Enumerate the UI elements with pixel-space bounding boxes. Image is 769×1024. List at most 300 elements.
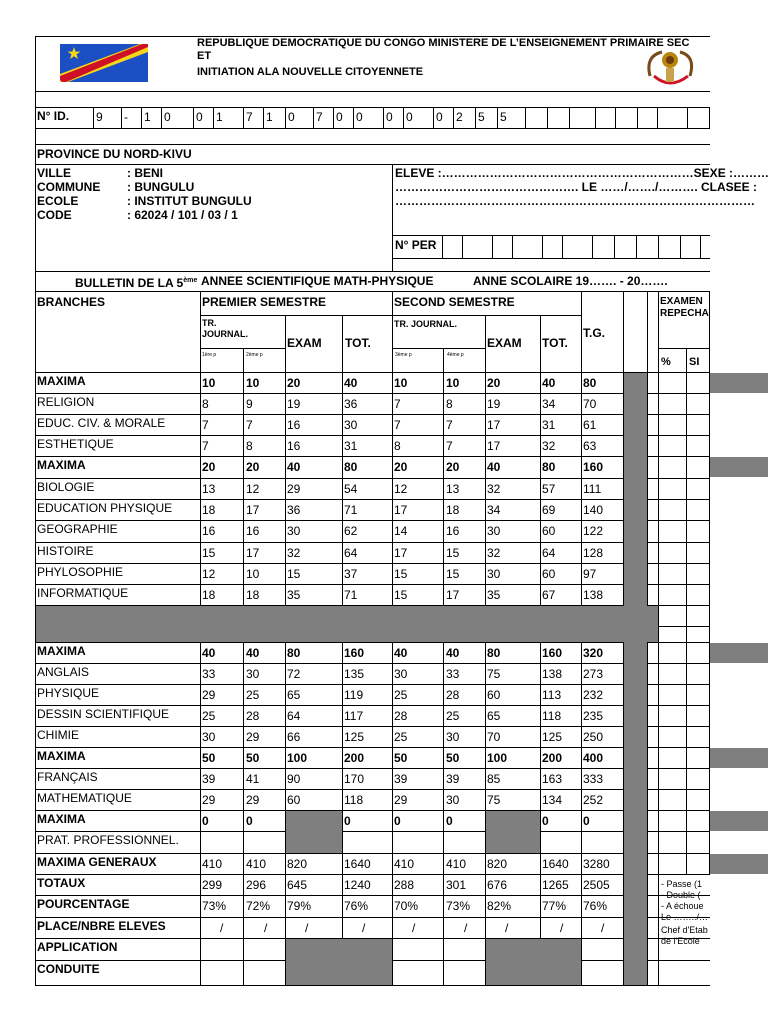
- grade-cell: 25: [394, 688, 408, 702]
- grade-cell: 30: [446, 730, 460, 744]
- grade-cell: 17: [487, 439, 501, 453]
- grade-cell: 40: [202, 646, 216, 660]
- grade-cell: 65: [487, 709, 501, 723]
- grade-cell: 7: [246, 418, 253, 432]
- gray-bar: [710, 811, 768, 831]
- grade-cell: 320: [583, 646, 604, 660]
- grade-cell: 12: [394, 482, 408, 496]
- grade-cell: 80: [287, 646, 301, 660]
- student-line-2: ………………………………………. LE ……/……./………. CLASEE :: [395, 180, 758, 194]
- gray-bar: [710, 748, 768, 768]
- grade-cell: 33: [446, 667, 460, 681]
- grade-cell: 8: [394, 439, 401, 453]
- branch-name: RELIGION: [37, 395, 95, 409]
- grade-cell: 17: [246, 546, 260, 560]
- sem1-header: PREMIER SEMESTRE: [202, 295, 327, 309]
- grade-cell: 28: [246, 709, 260, 723]
- grade-cell: 10: [246, 376, 260, 390]
- branches-header: BRANCHES: [37, 295, 106, 309]
- grade-cell: 66: [287, 730, 301, 744]
- grade-cell: /: [464, 921, 468, 935]
- grade-cell: /: [362, 921, 366, 935]
- gray-bar: [710, 373, 768, 393]
- grade-cell: 30: [487, 567, 501, 581]
- grade-cell: 100: [487, 751, 508, 765]
- grade-cell: /: [412, 921, 416, 935]
- grade-cell: 10: [446, 376, 460, 390]
- tot-2-header: TOT.: [542, 336, 568, 350]
- grade-cell: 160: [542, 646, 563, 660]
- grade-cell: 70: [487, 730, 501, 744]
- grade-cell: 19: [487, 397, 501, 411]
- grade-cell: 29: [202, 688, 216, 702]
- grade-cell: 15: [287, 567, 301, 581]
- si-header: SI: [689, 356, 700, 368]
- grade-cell: 18: [246, 588, 260, 602]
- gray-column: [624, 373, 647, 985]
- grade-cell: 122: [583, 524, 604, 538]
- grade-cell: 117: [344, 709, 364, 723]
- grade-cell: 80: [583, 376, 597, 390]
- grade-cell: 36: [344, 397, 358, 411]
- grade-cell: 40: [287, 460, 301, 474]
- grade-cell: 50: [202, 751, 216, 765]
- grade-cell: 100: [287, 751, 308, 765]
- grade-cell: 0: [246, 814, 253, 828]
- grade-cell: 2505: [583, 878, 610, 892]
- grade-cell: 820: [487, 857, 508, 871]
- grade-cell: 0: [344, 814, 351, 828]
- branch-name: PLACE/NBRE ELEVES: [37, 919, 166, 933]
- grade-cell: 410: [202, 857, 223, 871]
- grade-cell: 7: [446, 439, 453, 453]
- grade-cell: 676: [487, 878, 508, 892]
- gray-block: [486, 811, 540, 853]
- grade-cell: 10: [202, 376, 216, 390]
- branch-name: EDUC. CIV. & MORALE: [37, 416, 166, 430]
- id-digit: 0: [436, 110, 443, 124]
- grade-cell: 16: [202, 524, 216, 538]
- grade-cell: 1265: [542, 878, 569, 892]
- grade-cell: 28: [446, 688, 460, 702]
- grade-cell: 138: [583, 588, 604, 602]
- grade-cell: /: [305, 921, 309, 935]
- grade-cell: 30: [246, 667, 260, 681]
- period-4: 4ème p: [447, 352, 464, 358]
- branch-name: CONDUITE: [37, 962, 100, 976]
- id-digit: 5: [478, 110, 485, 124]
- code-value: : 62024 / 101 / 03 / 1: [127, 208, 238, 222]
- id-digit: 1: [216, 110, 223, 124]
- grade-cell: 25: [394, 730, 408, 744]
- grade-cell: 296: [246, 878, 267, 892]
- grade-cell: 30: [202, 730, 216, 744]
- grade-cell: 9: [246, 397, 253, 411]
- grade-cell: 73%: [446, 899, 471, 913]
- grade-cell: 30: [287, 524, 301, 538]
- grade-cell: 645: [287, 878, 308, 892]
- grade-cell: 80: [487, 646, 501, 660]
- grade-cell: 3280: [583, 857, 610, 871]
- grade-cell: 301: [446, 878, 467, 892]
- grade-cell: 125: [542, 730, 563, 744]
- grade-cell: 20: [487, 376, 501, 390]
- grade-cell: 138: [542, 667, 563, 681]
- grade-cell: 33: [202, 667, 216, 681]
- grade-cell: 20: [394, 460, 408, 474]
- gray-block: [486, 939, 581, 985]
- grade-cell: 19: [287, 397, 301, 411]
- branch-name: MAXIMA GENERAUX: [37, 855, 157, 869]
- tr-journal-2: TR. JOURNAL.: [394, 319, 457, 329]
- grade-cell: 65: [287, 688, 301, 702]
- grade-cell: 20: [287, 376, 301, 390]
- grade-cell: 39: [446, 772, 460, 786]
- id-digit: 2: [456, 110, 463, 124]
- grade-cell: 31: [344, 439, 358, 453]
- grade-cell: 15: [446, 546, 460, 560]
- grade-cell: 32: [287, 546, 301, 560]
- id-digit: 0: [164, 110, 171, 124]
- ville-value: : BENI: [127, 166, 163, 180]
- grade-cell: 160: [344, 646, 365, 660]
- grade-cell: 39: [394, 772, 408, 786]
- grade-cell: 113: [542, 688, 562, 702]
- grade-cell: 29: [246, 793, 260, 807]
- legend-passe: - Passe (1: [661, 879, 703, 889]
- province: PROVINCE DU NORD-KIVU: [37, 147, 192, 161]
- branch-name: CHIMIE: [37, 728, 79, 742]
- grade-cell: 29: [287, 482, 301, 496]
- grade-cell: 75: [487, 667, 501, 681]
- grade-cell: 8: [246, 439, 253, 453]
- grade-cell: 67: [542, 588, 556, 602]
- grade-cell: 7: [394, 397, 401, 411]
- grade-cell: 20: [446, 460, 460, 474]
- grade-cell: 119: [344, 688, 364, 702]
- grade-cell: 16: [246, 524, 260, 538]
- grade-cell: 128: [583, 546, 604, 560]
- legend-date: Le ……../…: [661, 912, 709, 922]
- grade-cell: 30: [394, 667, 408, 681]
- grade-cell: 76%: [583, 899, 608, 913]
- grade-cell: 15: [202, 546, 216, 560]
- gray-block: [286, 939, 392, 985]
- ecole-value: : INSTITUT BUNGULU: [127, 194, 252, 208]
- grade-cell: 32: [487, 482, 501, 496]
- grade-cell: 20: [202, 460, 216, 474]
- grade-cell: 10: [246, 567, 260, 581]
- id-digit: -: [124, 110, 128, 124]
- grade-cell: 18: [446, 503, 460, 517]
- grade-cell: 820: [287, 857, 308, 871]
- grade-cell: 64: [344, 546, 358, 560]
- branch-name: PHYSIQUE: [37, 686, 100, 700]
- grade-cell: 70%: [394, 899, 419, 913]
- period-1: 1ère p: [202, 352, 217, 358]
- branch-name: MAXIMA: [37, 644, 86, 658]
- branch-name: APPLICATION: [37, 940, 118, 954]
- grade-cell: 0: [583, 814, 590, 828]
- branch-name: FRANÇAIS: [37, 770, 98, 784]
- grade-cell: 80: [542, 460, 556, 474]
- grade-cell: 61: [583, 418, 597, 432]
- grade-cell: 70: [583, 397, 597, 411]
- tr-journal-1: TR. JOURNAL.: [202, 318, 249, 339]
- grade-cell: 30: [344, 418, 358, 432]
- gray-band: [36, 606, 658, 642]
- grade-cell: 7: [202, 418, 209, 432]
- branch-name: TOTAUX: [37, 876, 86, 890]
- grade-cell: 60: [542, 567, 556, 581]
- grade-cell: 16: [287, 418, 301, 432]
- grade-cell: 40: [487, 460, 501, 474]
- tg-header: T.G.: [583, 326, 606, 340]
- gray-bar: [710, 457, 768, 477]
- grade-cell: 31: [542, 418, 556, 432]
- grade-cell: 232: [583, 688, 604, 702]
- grade-cell: 41: [246, 772, 260, 786]
- grade-cell: 200: [344, 751, 365, 765]
- gray-block: [286, 811, 342, 853]
- grade-cell: 72: [287, 667, 301, 681]
- header-citizenship: INITIATION ALA NOUVELLE CITOYENNETE: [197, 66, 424, 78]
- grade-cell: 64: [542, 546, 556, 560]
- grade-cell: 63: [583, 439, 597, 453]
- grade-cell: 32: [542, 439, 556, 453]
- grade-cell: 7: [394, 418, 401, 432]
- grade-cell: 97: [583, 567, 597, 581]
- commune-label: COMMUNE: [37, 180, 101, 194]
- grade-cell: 10: [394, 376, 408, 390]
- branch-name: PHYLOSOPHIE: [37, 565, 124, 579]
- header-et: ET: [197, 50, 212, 62]
- grade-cell: 25: [446, 709, 460, 723]
- grade-cell: 273: [583, 667, 604, 681]
- id-digit: 0: [196, 110, 203, 124]
- examen-header: EXAMEN REPECHA: [660, 296, 709, 319]
- grade-cell: 50: [446, 751, 460, 765]
- grade-cell: 18: [202, 588, 216, 602]
- grade-cell: 71: [344, 503, 358, 517]
- grade-cell: 410: [394, 857, 415, 871]
- grade-cell: 60: [487, 688, 501, 702]
- grade-cell: 7: [446, 418, 453, 432]
- branch-name: HISTOIRE: [37, 544, 94, 558]
- grade-cell: 16: [287, 439, 301, 453]
- grade-cell: 79%: [287, 899, 312, 913]
- grade-cell: 15: [394, 567, 408, 581]
- grade-cell: 333: [583, 772, 604, 786]
- grade-cell: 39: [202, 772, 216, 786]
- grade-cell: 410: [446, 857, 467, 871]
- grade-cell: 8: [202, 397, 209, 411]
- grade-cell: 400: [583, 751, 604, 765]
- grade-cell: 17: [487, 418, 501, 432]
- commune-value: : BUNGULU: [127, 180, 195, 194]
- grade-cell: 34: [487, 503, 501, 517]
- id-digit: 9: [96, 110, 103, 124]
- id-digit: 0: [386, 110, 393, 124]
- grade-cell: /: [601, 921, 605, 935]
- grade-cell: 16: [446, 524, 460, 538]
- grade-cell: 35: [287, 588, 301, 602]
- grade-cell: 40: [542, 376, 556, 390]
- grade-cell: 13: [446, 482, 460, 496]
- grade-cell: 163: [542, 772, 563, 786]
- ville-label: VILLE: [37, 166, 72, 180]
- grade-cell: 118: [542, 709, 562, 723]
- grade-cell: 54: [344, 482, 358, 496]
- grade-cell: 12: [246, 482, 260, 496]
- gray-bar: [710, 854, 768, 874]
- grade-cell: 111: [583, 482, 602, 496]
- exam-1-header: EXAM: [287, 336, 322, 350]
- id-digit: 7: [246, 110, 253, 124]
- grade-cell: 170: [344, 772, 365, 786]
- grade-cell: 25: [246, 688, 260, 702]
- grade-cell: 76%: [344, 899, 369, 913]
- grade-cell: 160: [583, 460, 604, 474]
- grade-cell: 85: [487, 772, 501, 786]
- grade-cell: 29: [394, 793, 408, 807]
- pct-header: %: [661, 356, 671, 368]
- grade-cell: 82%: [487, 899, 512, 913]
- grade-cell: 250: [583, 730, 604, 744]
- grade-cell: 0: [542, 814, 549, 828]
- id-digit: 7: [316, 110, 323, 124]
- gray-bar: [710, 643, 768, 663]
- grade-cell: 140: [583, 503, 604, 517]
- branch-name: MAXIMA: [37, 458, 86, 472]
- branch-name: ESTHETIQUE: [37, 437, 114, 451]
- grade-cell: 40: [446, 646, 460, 660]
- grade-cell: /: [505, 921, 509, 935]
- grade-cell: 0: [394, 814, 401, 828]
- branch-name: POURCENTAGE: [37, 897, 130, 911]
- grade-cell: 17: [394, 503, 408, 517]
- grade-cell: 17: [246, 503, 260, 517]
- grade-cell: 40: [246, 646, 260, 660]
- grade-cell: 40: [344, 376, 358, 390]
- branch-name: DESSIN SCIENTIFIQUE: [37, 707, 170, 721]
- period-2: 2ème p: [246, 352, 263, 358]
- grade-cell: 57: [542, 482, 556, 496]
- grade-cell: 299: [202, 878, 223, 892]
- branch-name: BIOLOGIE: [37, 480, 95, 494]
- grade-cell: 29: [246, 730, 260, 744]
- grade-cell: 0: [446, 814, 453, 828]
- grade-cell: /: [560, 921, 564, 935]
- drc-flag: [60, 44, 148, 82]
- grade-cell: 28: [394, 709, 408, 723]
- grade-cell: 36: [287, 503, 301, 517]
- grade-cell: 69: [542, 503, 556, 517]
- student-line-1: ELEVE :………………………………………………………SEXE :………: [395, 166, 769, 180]
- grade-cell: 29: [202, 793, 216, 807]
- grade-cell: 0: [202, 814, 209, 828]
- grade-cell: 14: [394, 524, 408, 538]
- branch-name: INFORMATIQUE: [37, 586, 129, 600]
- grade-cell: 235: [583, 709, 604, 723]
- grade-cell: 60: [287, 793, 301, 807]
- student-line-3: ………………………………………………………………………………: [395, 194, 755, 208]
- branch-name: GEOGRAPHIE: [37, 522, 118, 536]
- grade-cell: 35: [487, 588, 501, 602]
- branch-name: PRAT. PROFESSIONNEL.: [37, 833, 179, 847]
- grade-cell: 1640: [344, 857, 371, 871]
- grade-cell: 8: [446, 397, 453, 411]
- grade-cell: 80: [344, 460, 358, 474]
- bulletin-section: ANNEE SCIENTIFIQUE MATH-PHYSIQUE: [201, 274, 434, 288]
- header-ministry: REPUBLIQUE DEMOCRATIQUE DU CONGO MINISTERE DE L’ENSEIGNEMENT PRIMAIRE SEC: [197, 37, 690, 49]
- id-label: N° ID.: [37, 109, 70, 123]
- bulletin-title: BULLETIN DE LA 5ème: [75, 276, 198, 290]
- period-3: 3ème p: [395, 352, 412, 358]
- grade-cell: 12: [202, 567, 216, 581]
- exam-2-header: EXAM: [487, 336, 522, 350]
- grade-cell: 77%: [542, 899, 567, 913]
- id-digit: 0: [336, 110, 343, 124]
- grade-cell: 25: [202, 709, 216, 723]
- tot-1-header: TOT.: [345, 336, 371, 350]
- id-digit: 0: [288, 110, 295, 124]
- id-digit: 0: [406, 110, 413, 124]
- branch-name: MAXIMA: [37, 749, 86, 763]
- grade-cell: 410: [246, 857, 267, 871]
- grade-cell: 18: [202, 503, 216, 517]
- grade-cell: 32: [487, 546, 501, 560]
- grade-cell: 73%: [202, 899, 227, 913]
- grade-cell: 17: [446, 588, 460, 602]
- coat-of-arms: [640, 46, 710, 94]
- grade-cell: 288: [394, 878, 415, 892]
- branch-name: ANGLAIS: [37, 665, 90, 679]
- grade-cell: 71: [344, 588, 358, 602]
- legend-ecole: de l'Ecole: [661, 936, 700, 946]
- grade-cell: 62: [344, 524, 358, 538]
- branch-name: MAXIMA: [37, 374, 86, 388]
- grade-cell: 50: [394, 751, 408, 765]
- grade-cell: 15: [394, 588, 408, 602]
- grade-cell: /: [264, 921, 268, 935]
- id-digit: 1: [266, 110, 273, 124]
- id-digit: 1: [144, 110, 151, 124]
- grade-cell: 134: [542, 793, 563, 807]
- grade-cell: 60: [542, 524, 556, 538]
- grade-cell: 1640: [542, 857, 569, 871]
- grade-cell: 90: [287, 772, 301, 786]
- grade-cell: 72%: [246, 899, 271, 913]
- grade-cell: 252: [583, 793, 604, 807]
- code-label: CODE: [37, 208, 72, 222]
- grade-cell: 13: [202, 482, 216, 496]
- grade-cell: /: [220, 921, 224, 935]
- grade-cell: 1240: [344, 878, 371, 892]
- grade-cell: 30: [446, 793, 460, 807]
- grade-cell: 37: [344, 567, 358, 581]
- legend-chef: Chef d'Etab: [661, 925, 708, 935]
- grade-cell: 200: [542, 751, 563, 765]
- grade-cell: 15: [446, 567, 460, 581]
- grade-cell: 118: [344, 793, 364, 807]
- id-digit: 0: [356, 110, 363, 124]
- branch-name: MAXIMA: [37, 812, 86, 826]
- legend-echoue: - A échoue: [661, 901, 704, 911]
- grade-cell: 75: [487, 793, 501, 807]
- grade-cell: 64: [287, 709, 301, 723]
- grade-cell: 34: [542, 397, 556, 411]
